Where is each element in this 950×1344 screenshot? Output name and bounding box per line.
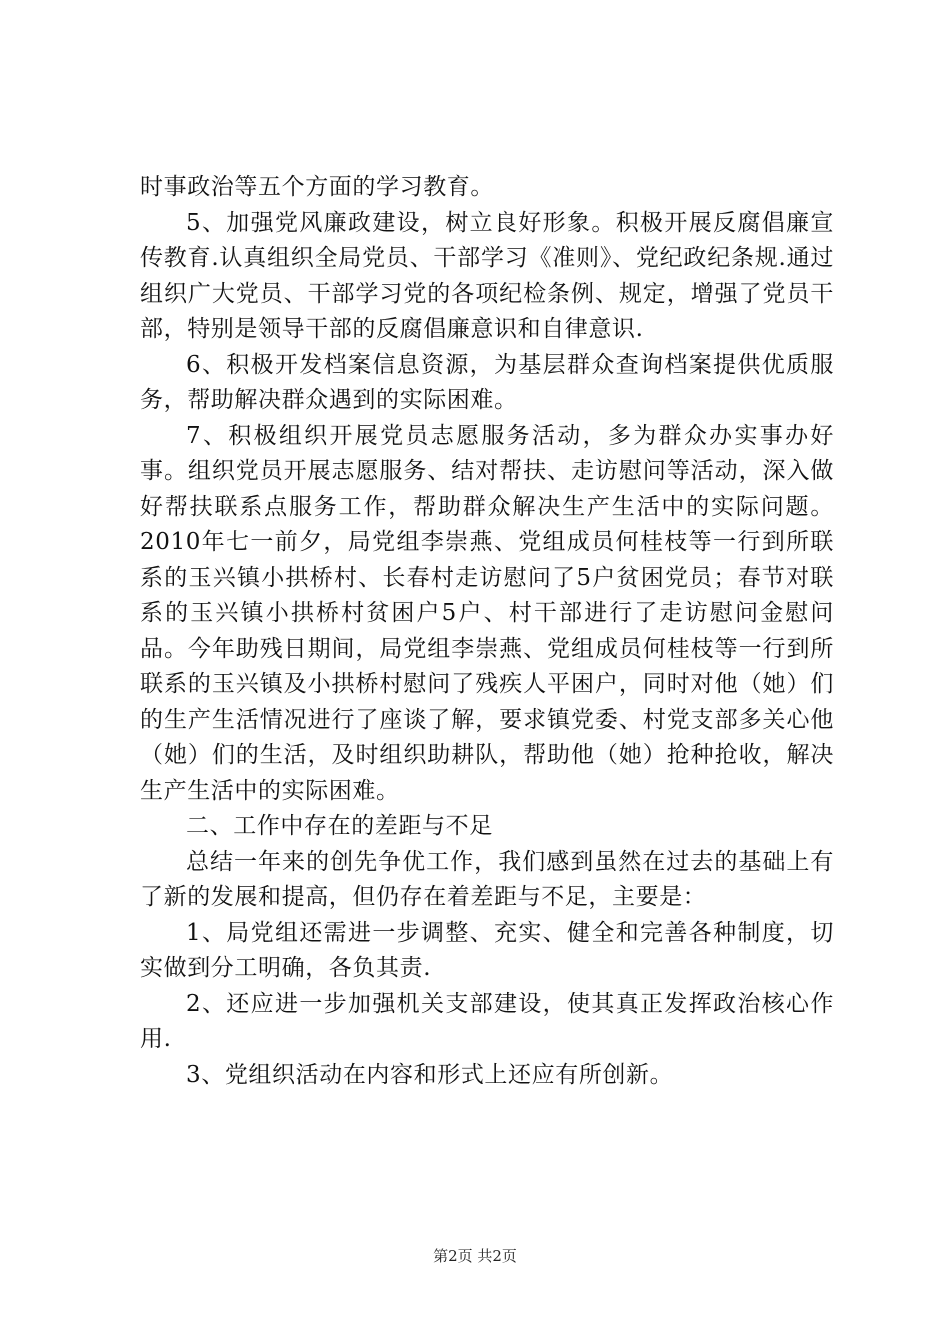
paragraph-summary: 总结一年来的创先争优工作，我们感到虽然在过去的基础上有了新的发展和提高，但仍存在着差距与不足，主要是：	[140, 848, 834, 910]
page-number-footer: 第2页 共2页	[433, 1247, 517, 1265]
paragraph-shortcoming-2: 2、还应进一步加强机关支部建设，使其真正发挥政治核心作用.	[140, 990, 834, 1052]
paragraph-shortcoming-1: 1、局党组还需进一步调整、充实、健全和完善各种制度，切实做到分工明确，各负其责.	[140, 919, 834, 981]
document-body	[140, 170, 834, 1093]
section-heading-shortcomings: 二、工作中存在的差距与不足	[186, 813, 493, 839]
paragraph-item-7: 7、积极组织开展党员志愿服务活动，多为群众办实事办好事。组织党员开展志愿服务、结对帮扶、走访慰问等活动，深入做好帮扶联系点服务工作，帮助群众解决生产生活中的实际问题。2010年七一前夕，局党组李崇燕、党组成员何桂枝等一行到所联系的玉兴镇小拱桥村、长春村走访慰问了5户贫困党员；春节对联系的玉兴镇小拱桥村贫困户5户、村干部进行了走访慰问金慰问品。今年助残日期间，局党组李崇燕、党组成员何桂枝等一行到所联系的玉兴镇及小拱桥村慰问了残疾人平困户，同时对他（她）们的生产生活情况进行了座谈了解，要求镇党委、村党支部多关心他（她）们的生活，及时组织助耕队，帮助他（她）抢种抢收，解决生产生活中的实际困难。	[140, 422, 834, 804]
paragraph-item-5: 5、加强党风廉政建设，树立良好形象。积极开展反腐倡廉宣传教育.认真组织全局党员、干部学习《准则》、党纪政纪条规.通过组织广大党员、干部学习党的各项纪检条例、规定，增强了党员干部，特别是领导干部的反腐倡廉意识和自律意识.	[140, 209, 834, 342]
paragraph-item-6: 6、积极开发档案信息资源，为基层群众查询档案提供优质服务，帮助解决群众遇到的实际困难。	[140, 351, 834, 413]
paragraph-continuation: 时事政治等五个方面的学习教育。	[140, 174, 494, 200]
paragraph-shortcoming-3: 3、党组织活动在内容和形式上还应有所创新。	[186, 1061, 674, 1088]
